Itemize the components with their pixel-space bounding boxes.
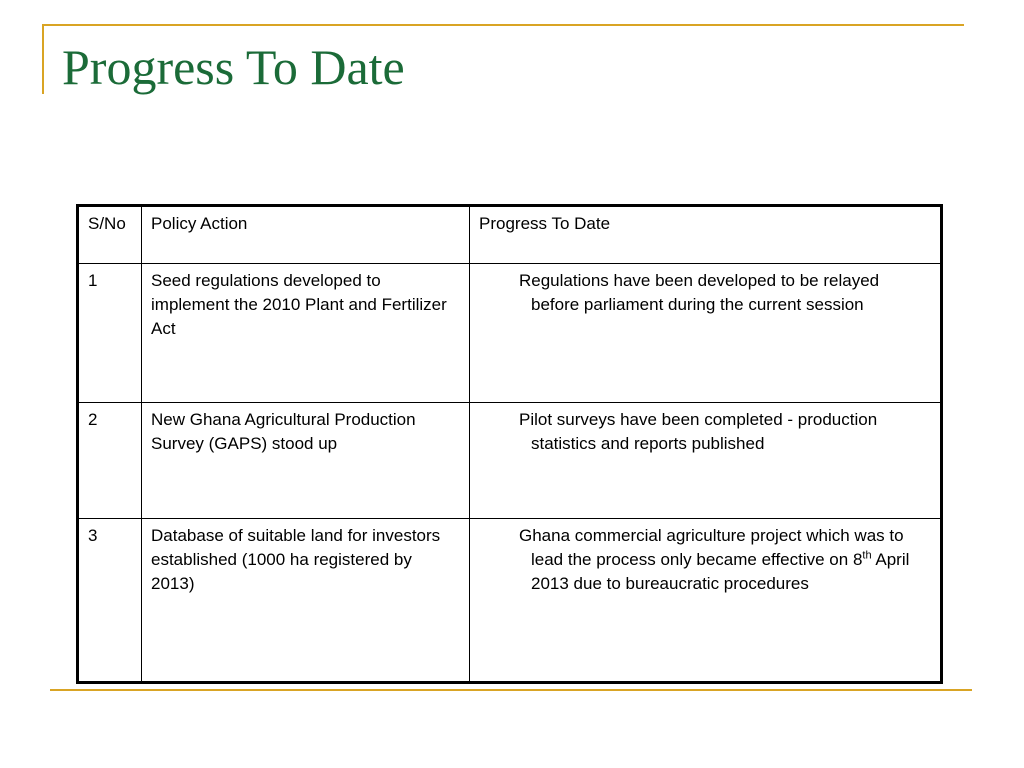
ordinal-suffix: th — [862, 549, 872, 562]
row-progress — [519, 524, 931, 596]
table-row — [78, 519, 942, 683]
row-progress-cell — [470, 264, 942, 403]
row-progress: Regulations have been developed to be relayed before parliament during the current session — [519, 271, 880, 314]
row-progress-text: Ghana commercial agriculture project which was to lead the process only became effective on 8 — [519, 526, 904, 569]
accent-rule-bottom — [50, 689, 972, 691]
header-policy-action: Policy Action — [142, 206, 470, 264]
slide-title: Progress To Date — [62, 39, 405, 95]
table-row — [78, 264, 942, 403]
table-row — [78, 403, 942, 519]
header-progress-to-date: Progress To Date — [470, 206, 942, 264]
row-sno: 3 — [78, 519, 142, 683]
row-progress-cell — [470, 519, 942, 683]
table-header-row — [78, 206, 942, 264]
row-progress: Pilot surveys have been completed - production statistics and reports published — [519, 410, 878, 453]
accent-rule-vertical — [42, 24, 44, 94]
row-policy-action: New Ghana Agricultural Production Survey (GAPS) stood up — [142, 403, 470, 519]
row-policy-action: Seed regulations developed to implement the 2010 Plant and Fertilizer Act — [142, 264, 470, 403]
row-progress-cell — [470, 403, 942, 519]
row-progress-text-end: April 2013 due to bureaucratic procedures — [531, 550, 910, 593]
row-policy-action: Database of suitable land for investors established (1000 ha registered by 2013) — [142, 519, 470, 683]
header-sno: S/No — [78, 206, 142, 264]
accent-rule-top — [42, 24, 964, 26]
row-sno: 2 — [78, 403, 142, 519]
row-sno: 1 — [78, 264, 142, 403]
progress-table — [76, 204, 943, 684]
